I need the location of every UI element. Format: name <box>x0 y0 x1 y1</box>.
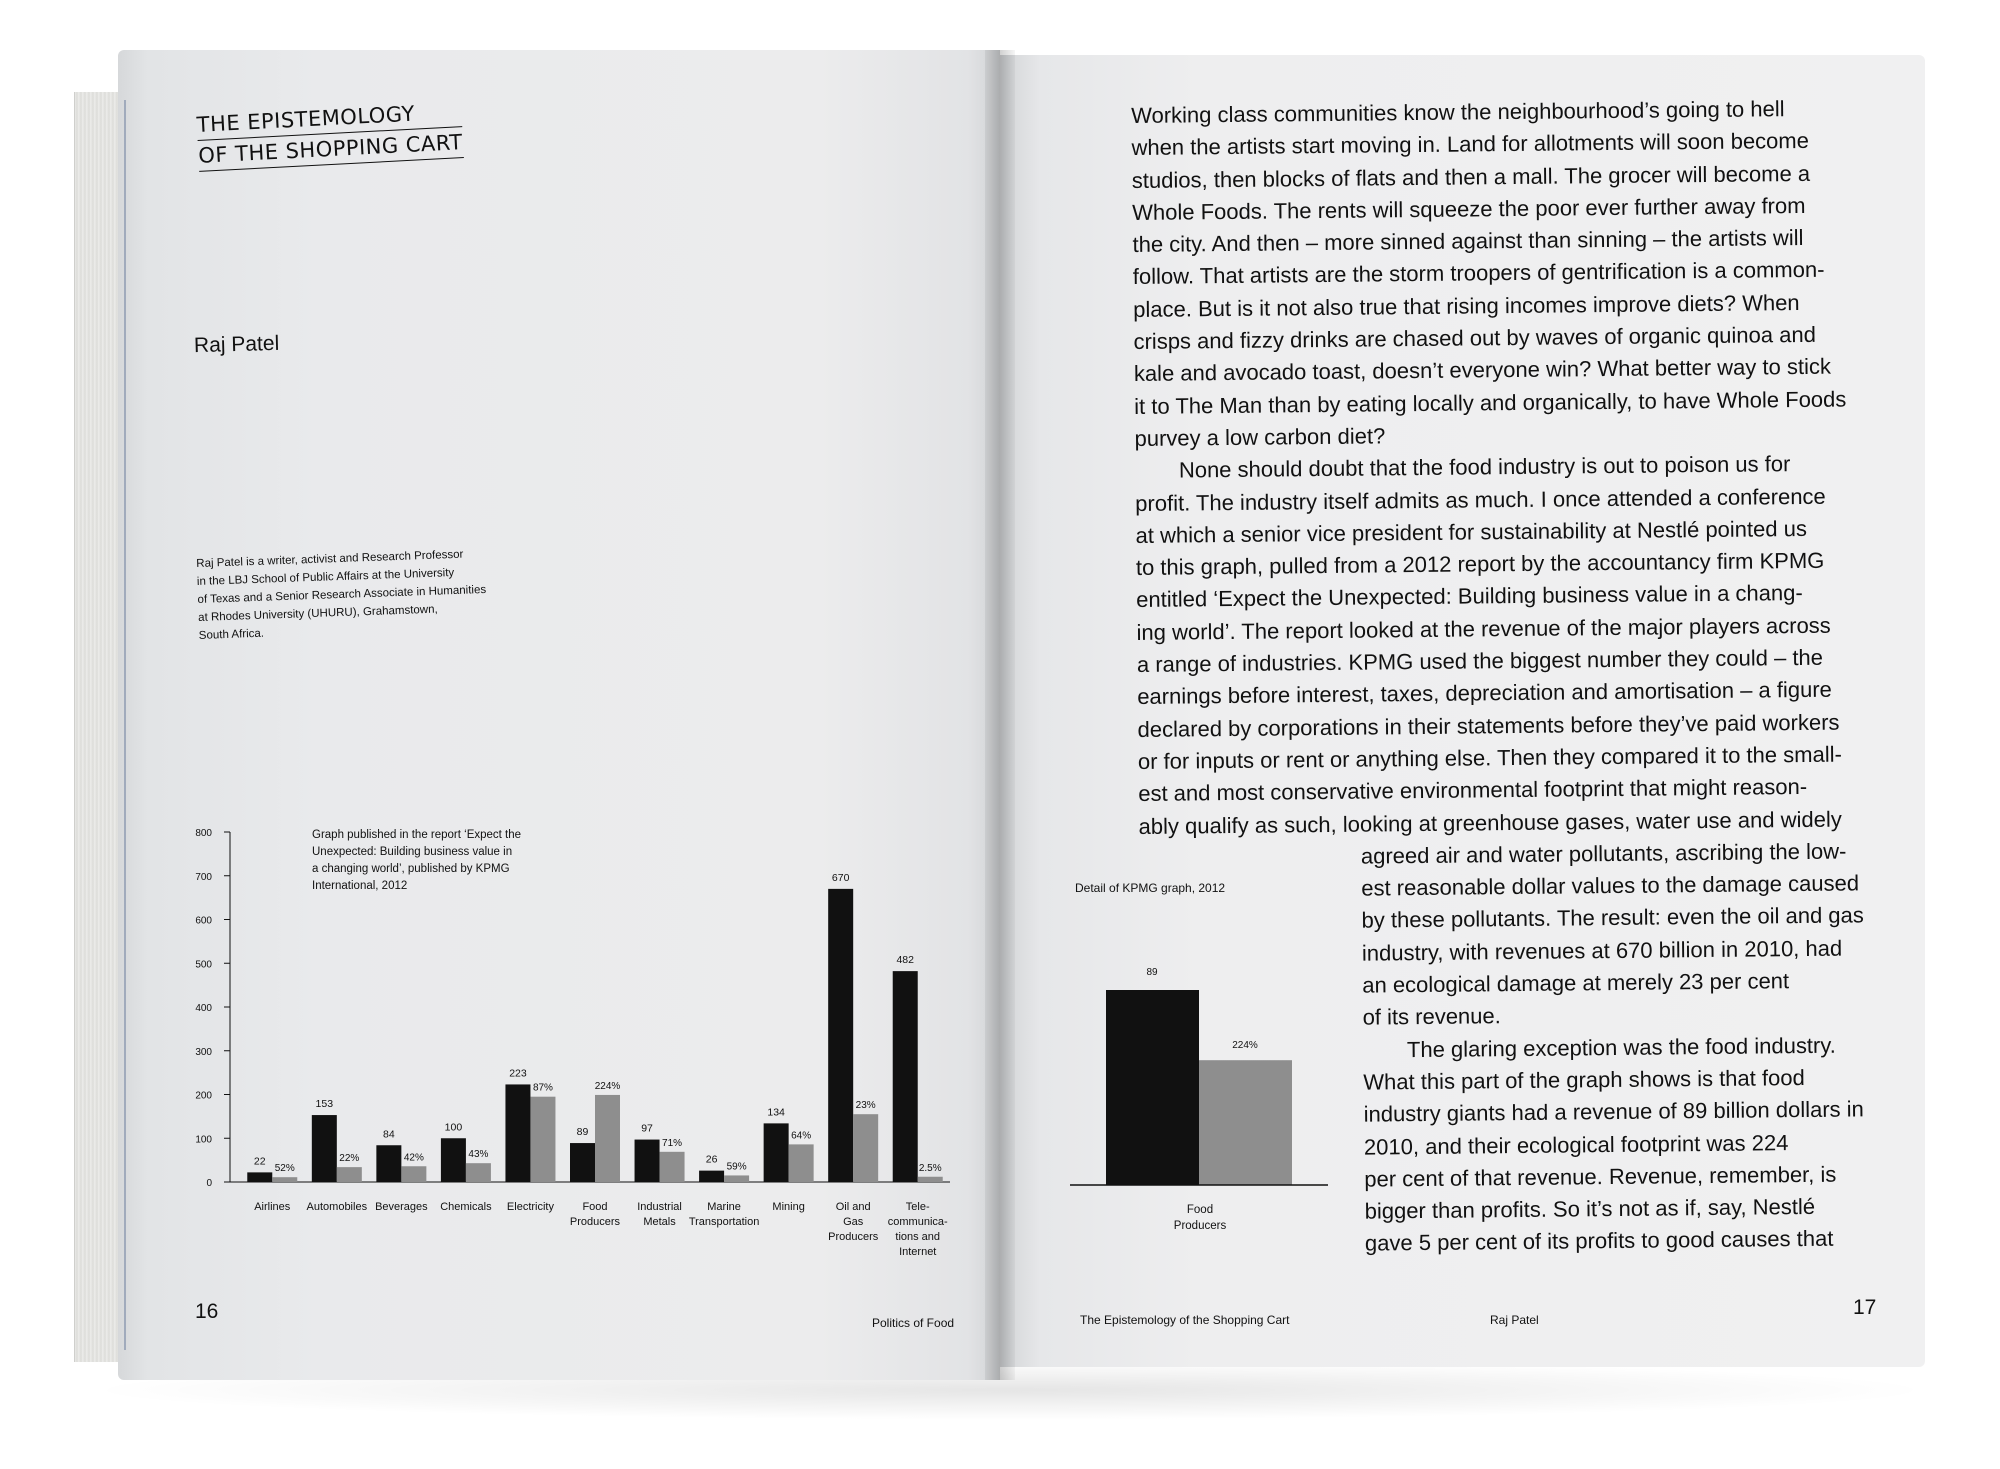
text-line: The glaring exception was the food industry. <box>1406 1032 1836 1062</box>
text-line: bigger than profits. So it’s not as if, say, Nestlé <box>1364 1193 1816 1224</box>
text-line: a range of industries. KPMG used the biggest number they could – the <box>1136 644 1824 678</box>
chart-caption-line: International, 2012 <box>312 880 408 892</box>
page-number-right: 17 <box>1853 1296 1877 1319</box>
text-line: None should doubt that the food industry is out to poison us for <box>1178 451 1791 483</box>
bar-value-label: 670 <box>831 871 850 884</box>
text-line: it to The Man than by eating locally and organically, to have Whole Foods <box>1134 386 1847 419</box>
bar-revenue <box>312 1115 337 1182</box>
text-line: ably qualify as such, looking at greenhouse gases, water use and widely <box>1138 806 1842 839</box>
category-label: Tele- <box>905 1201 930 1213</box>
text-line: of its revenue. <box>1362 1003 1501 1030</box>
bar-footprint <box>466 1163 491 1182</box>
text-line: studios, then blocks of flats and then a mall. The grocer will become a <box>1131 160 1811 193</box>
category-label: Mining <box>772 1201 805 1213</box>
detail-value-label: 89 <box>1146 967 1158 978</box>
text-line: to this graph, pulled from a 2012 report by the accountancy firm KPMG <box>1135 547 1825 581</box>
text-line: entitled ‘Expect the Unexpected: Building business value in a chang- <box>1136 580 1803 613</box>
text-line: ing world’. The report looked at the revenue of the major players across <box>1136 612 1831 645</box>
category-label: Electricity <box>506 1201 554 1213</box>
bar-footprint <box>918 1177 943 1182</box>
bar-revenue <box>635 1140 660 1182</box>
bar-percent-label: 42% <box>403 1152 424 1164</box>
detail-category-label: Food <box>1186 1204 1214 1216</box>
spine-line <box>124 100 126 1350</box>
page-edges <box>74 92 123 1362</box>
bar-revenue <box>376 1145 401 1182</box>
category-label: Marine <box>707 1201 741 1213</box>
text-line: agreed air and water pollutants, ascribing the low- <box>1360 838 1847 869</box>
bar-revenue <box>441 1138 466 1182</box>
footer-title: The Epistemology of the Shopping Cart <box>1080 1313 1290 1327</box>
bar-percent-label: 87% <box>532 1082 553 1094</box>
paragraph-2 <box>1135 447 1899 842</box>
author-name: Raj Patel <box>193 331 280 358</box>
text-line: when the artists start moving in. Land for allotments will soon become <box>1131 128 1810 161</box>
bar-value-label: 97 <box>641 1122 653 1135</box>
bar-footprint <box>660 1152 685 1182</box>
book-gutter <box>985 50 1015 1380</box>
bar-footprint <box>272 1177 297 1182</box>
category-label: Transportation <box>688 1216 760 1228</box>
bar-footprint <box>337 1167 362 1182</box>
category-label: tions and <box>895 1231 941 1243</box>
bar-revenue <box>570 1143 595 1182</box>
y-tick-label: 400 <box>195 1003 212 1014</box>
category-label: communica- <box>887 1216 948 1228</box>
category-label: Producers <box>569 1216 621 1228</box>
y-tick-label: 300 <box>195 1046 212 1058</box>
y-tick-label: 600 <box>195 915 212 927</box>
bar-percent-label: 22% <box>339 1153 360 1165</box>
category-label: Food <box>582 1201 608 1213</box>
bar-revenue <box>247 1172 272 1182</box>
category-label: Metals <box>643 1216 676 1228</box>
category-label: Industrial <box>637 1201 682 1213</box>
text-line: est and most conservative environmental footprint that might reason- <box>1138 774 1808 807</box>
bar-percent-label: 52% <box>274 1163 295 1175</box>
bar-revenue <box>505 1084 530 1182</box>
bar-percent-label: 71% <box>662 1137 683 1149</box>
bar-revenue <box>828 889 853 1182</box>
bio-line: at Rhodes University (UHURU), Grahamstown, <box>197 603 438 624</box>
y-tick-label: 200 <box>195 1090 212 1102</box>
text-line: by these pollutants. The result: even the oil and gas <box>1361 902 1864 934</box>
detail-category-label: Producers <box>1173 1220 1227 1232</box>
text-line: place. But is it not also true that rising incomes improve diets? When <box>1133 289 1800 322</box>
bar-value-label: 84 <box>383 1128 395 1141</box>
paragraph-2-wrap <box>1361 835 1901 1034</box>
category-label: Oil and <box>835 1201 871 1213</box>
text-line: crisps and fizzy drinks are chased out by waves of organic quinoa and <box>1133 321 1817 355</box>
text-line: earnings before interest, taxes, depreciation and amortisation – a figure <box>1137 677 1832 710</box>
text-line: profit. The industry itself admits as much. I once attended a conference <box>1135 483 1826 516</box>
kpmg-bar-chart <box>190 820 960 1300</box>
y-tick-label: 700 <box>195 871 212 883</box>
bar-percent-label: 224% <box>594 1080 621 1092</box>
title-line-2: OF THE SHOPPING CART <box>198 127 464 172</box>
bio-line: South Africa. <box>198 627 265 642</box>
detail-caption: Detail of KPMG graph, 2012 <box>1075 881 1226 895</box>
bar-value-label: 100 <box>444 1121 463 1134</box>
paragraph-1 <box>1131 92 1895 455</box>
category-label: Airlines <box>254 1201 291 1213</box>
bar-revenue <box>764 1123 789 1182</box>
bar-footprint <box>401 1166 426 1182</box>
footer-left: Politics of Food <box>872 1316 955 1330</box>
bar-revenue <box>699 1171 724 1182</box>
text-line: industry, with revenues at 670 billion in 2010, had <box>1361 935 1843 966</box>
category-label: Chemicals <box>440 1201 492 1213</box>
page-number-left: 16 <box>195 1300 219 1323</box>
text-line: declared by corporations in their statements before they’ve paid workers <box>1137 709 1840 742</box>
bar-value-label: 223 <box>509 1067 527 1080</box>
bar-value-label: 482 <box>896 954 914 967</box>
text-line: purvey a low carbon diet? <box>1134 423 1386 451</box>
y-tick-label: 100 <box>195 1134 212 1146</box>
bar-footprint <box>530 1097 555 1182</box>
category-label: Beverages <box>375 1201 428 1213</box>
bar-percent-label: 23% <box>855 1100 876 1112</box>
detail-bar-footprint <box>1199 1060 1292 1185</box>
bar-value-label: 26 <box>705 1153 718 1166</box>
text-line: Working class communities know the neighbourhood’s going to hell <box>1131 96 1785 128</box>
category-label: Internet <box>899 1246 937 1258</box>
text-line: industry giants had a revenue of 89 billion dollars in <box>1363 1096 1864 1127</box>
text-line: follow. That artists are the storm troopers of gentrification is a common- <box>1132 257 1825 290</box>
bar-value-label: 134 <box>767 1106 785 1119</box>
bar-percent-label: 43% <box>468 1149 489 1161</box>
bar-value-label: 153 <box>315 1098 334 1111</box>
bio-line: in the LBJ School of Public Affairs at the University <box>196 567 455 588</box>
detail-bar-chart <box>1070 960 1330 1260</box>
bar-percent-label: 59% <box>726 1161 747 1173</box>
bar-footprint <box>595 1095 620 1182</box>
text-line: an ecological damage at merely 23 per cent <box>1362 968 1790 998</box>
bar-footprint <box>789 1144 814 1182</box>
bar-revenue <box>893 971 918 1182</box>
text-line: What this part of the graph shows is that food <box>1363 1064 1805 1095</box>
detail-bar-revenue <box>1106 990 1199 1185</box>
chart-caption-line: Graph published in the report ‘Expect the <box>312 829 522 841</box>
author-bio <box>196 545 489 645</box>
bar-percent-label: 2.5% <box>918 1162 942 1174</box>
footer-author: Raj Patel <box>1490 1313 1539 1327</box>
bar-percent-label: 64% <box>791 1130 812 1142</box>
chart-caption-line: Unexpected: Building business value in <box>312 846 513 858</box>
text-line: est reasonable dollar values to the damage caused <box>1361 870 1860 901</box>
y-tick-label: 800 <box>195 828 212 839</box>
y-tick-label: 500 <box>195 959 212 971</box>
category-label: Automobiles <box>306 1201 368 1213</box>
text-line: at which a senior vice president for sustainability at Nestlé pointed us <box>1135 515 1808 548</box>
bio-line: Raj Patel is a writer, activist and Research Professor <box>196 548 464 570</box>
text-line: 2010, and their ecological footprint was 224 <box>1363 1129 1789 1160</box>
text-line: per cent of that revenue. Revenue, remember, is <box>1364 1161 1837 1192</box>
text-line: Whole Foods. The rents will squeeze the poor ever further away from <box>1132 192 1806 225</box>
bar-value-label: 22 <box>253 1155 266 1168</box>
bar-footprint <box>724 1175 749 1182</box>
title-line-1: THE EPISTEMOLOGY <box>196 96 462 141</box>
text-line: gave 5 per cent of its profits to good causes that <box>1364 1226 1834 1257</box>
category-label: Gas <box>843 1216 864 1228</box>
text-line: or for inputs or rent or anything else. Then they compared it to the small- <box>1137 741 1842 774</box>
bar-value-label: 89 <box>576 1126 589 1139</box>
bar-footprint <box>853 1114 878 1182</box>
category-label: Producers <box>828 1231 879 1243</box>
detail-percent-label: 224% <box>1232 1040 1258 1052</box>
text-line: kale and avocado toast, doesn’t everyone win? What better way to stick <box>1133 354 1832 387</box>
bio-line: of Texas and a Senior Research Associate in Humanities <box>197 583 487 606</box>
paragraph-3 <box>1363 1029 1903 1261</box>
text-line: the city. And then – more sinned against than sinning – the artists will <box>1132 225 1804 258</box>
chart-caption-line: a changing world’, published by KPMG <box>312 863 510 875</box>
y-tick-label: 0 <box>206 1178 212 1189</box>
